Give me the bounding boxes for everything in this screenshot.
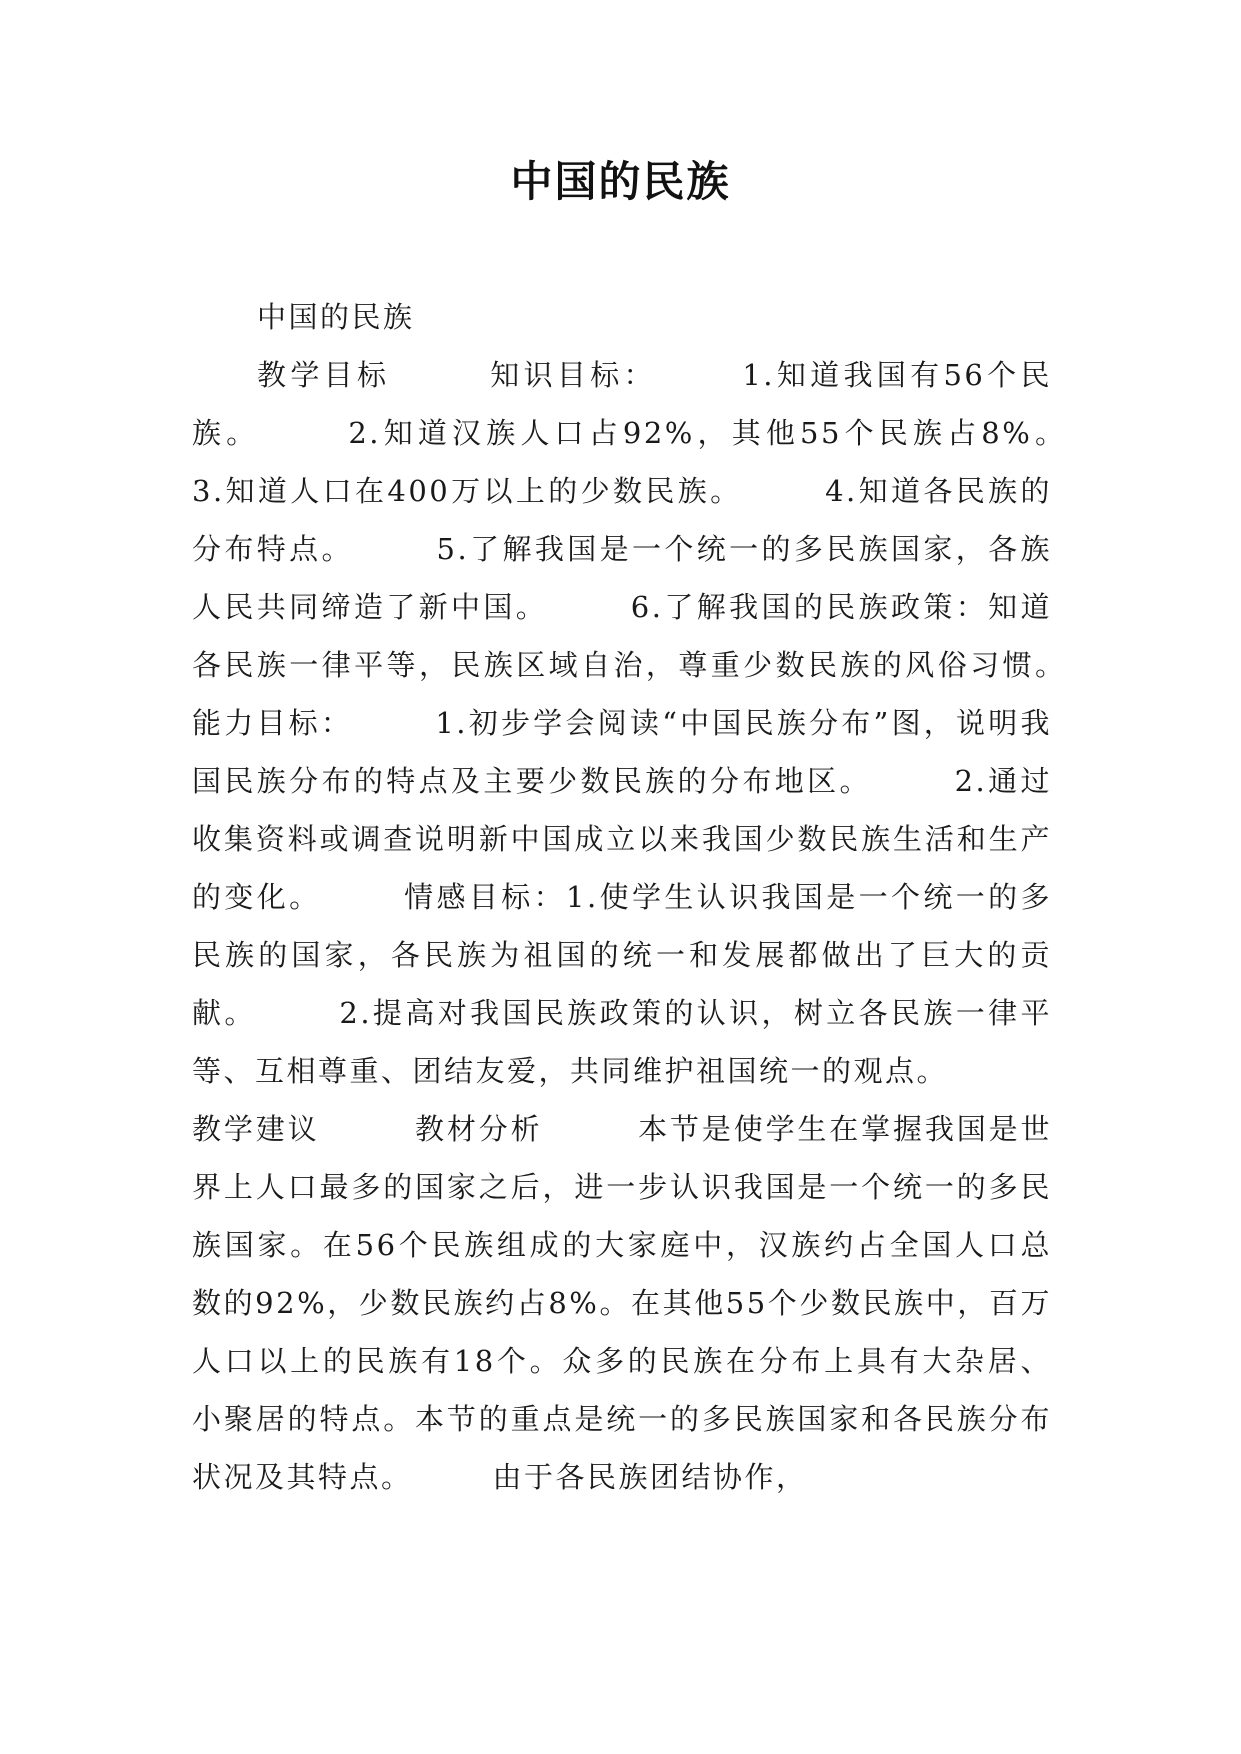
document-title: 中国的民族 [510, 157, 731, 206]
paragraph-teaching-suggestions: 教学建议 教材分析 本节是使学生在掌握我国是世界上人口最多的国家之后，进一步认识我国是一个统一的多民族国家。在56个民族组成的大家庭中，汉族约占全国人口总数的92%，少数民族约占8%。在其他55个少数民族中，百万人口以上的民族有18个。众多的民族在分布上具有大杂居、小聚居的特点。本节的重点是统一的多民族国家和各民族分布状况及其特点。 由于各民族团结协作， [192, 1112, 1052, 1494]
document-subtitle: 中国的民族 [257, 300, 415, 334]
document-body [192, 288, 1147, 1506]
paragraph-teaching-goals: 教学目标 知识目标： 1.知道我国有56个民族。 2.知道汉族人口占92%，其他55个民族占8%。 3.知道人口在400万以上的少数民族。 4.知道各民族的分布特点。 5.了解我国是一个统一的多民族国家，各族人民共同缔造了新中国。 6.了解我国的民族政策：知道各民族一律平等，民族区域自治，尊重少数民族的风俗习惯。 能力目标： 1.初步学会阅读“中国民族分布”图，说明我国民族分布的特点及主要少数民族的分布地区。 2.通过收集资料或调查说明新中国成立以来我国少数民族生活和生产的变化。 情感目标：1.使学生认识我国是一个统一的多民族的国家，各民族为祖国的统一和发展都做出了巨大的贡献。 2.提高对我国民族政策的认识，树立各民族一律平等、互相尊重、团结友爱，共同维护祖国统一的观点。 [192, 358, 1147, 1088]
